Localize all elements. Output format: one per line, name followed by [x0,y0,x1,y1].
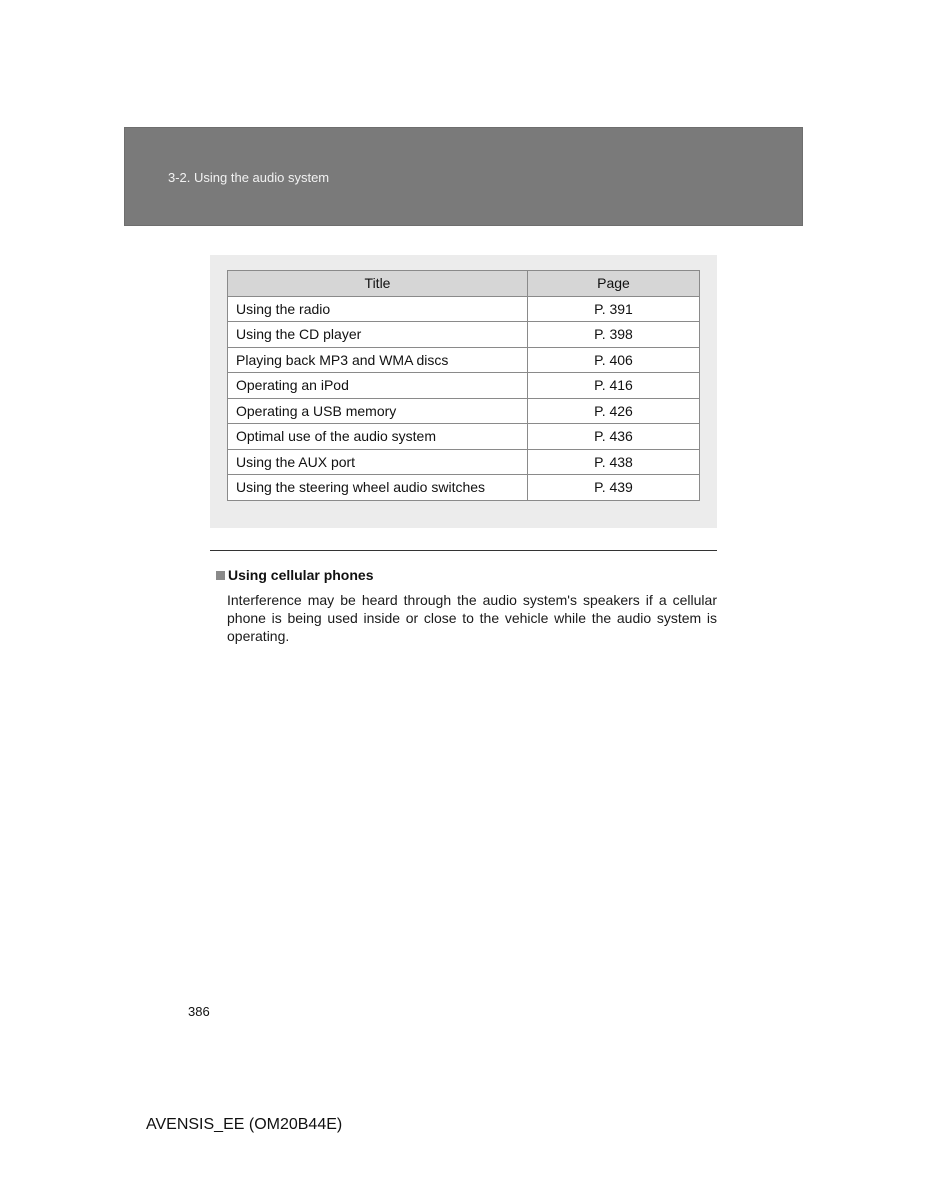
reference-table-panel [210,255,717,528]
reference-table [227,270,700,501]
section-title: 3-2. Using the audio system [168,170,330,185]
section-divider [210,550,717,551]
row-title: Operating a USB memory [228,398,528,424]
row-page-ref[interactable]: P. 391 [528,296,700,322]
table-row [228,322,700,348]
row-title: Optimal use of the audio system [228,424,528,450]
row-page-ref[interactable]: P. 438 [528,449,700,475]
table-row [228,449,700,475]
note-heading-text: Using cellular phones [228,567,374,583]
table-row [228,424,700,450]
row-title: Operating an iPod [228,373,528,399]
column-header-title: Title [228,271,528,297]
page-number: 386 [188,1004,210,1019]
table-row [228,347,700,373]
row-title: Using the CD player [228,322,528,348]
table-row [228,475,700,501]
section-header-band [124,127,803,226]
table-header-row [228,271,700,297]
row-page-ref[interactable]: P. 398 [528,322,700,348]
row-title: Using the AUX port [228,449,528,475]
row-page-ref[interactable]: P. 436 [528,424,700,450]
note-body: Interference may be heard through the audio system's speakers if a cellular phone is being used inside or close to the vehicle while the audio system is operating. [227,592,717,644]
table-row [228,296,700,322]
row-page-ref[interactable]: P. 416 [528,373,700,399]
row-page-ref[interactable]: P. 406 [528,347,700,373]
table-row [228,373,700,399]
manual-code: AVENSIS_EE (OM20B44E) [146,1116,343,1133]
table-row [228,398,700,424]
column-header-page: Page [528,271,700,297]
row-title: Playing back MP3 and WMA discs [228,347,528,373]
row-title: Using the radio [228,296,528,322]
row-page-ref[interactable]: P. 426 [528,398,700,424]
row-page-ref[interactable]: P. 439 [528,475,700,501]
row-title: Using the steering wheel audio switches [228,475,528,501]
square-bullet-icon [216,571,225,580]
note-heading [216,567,373,583]
